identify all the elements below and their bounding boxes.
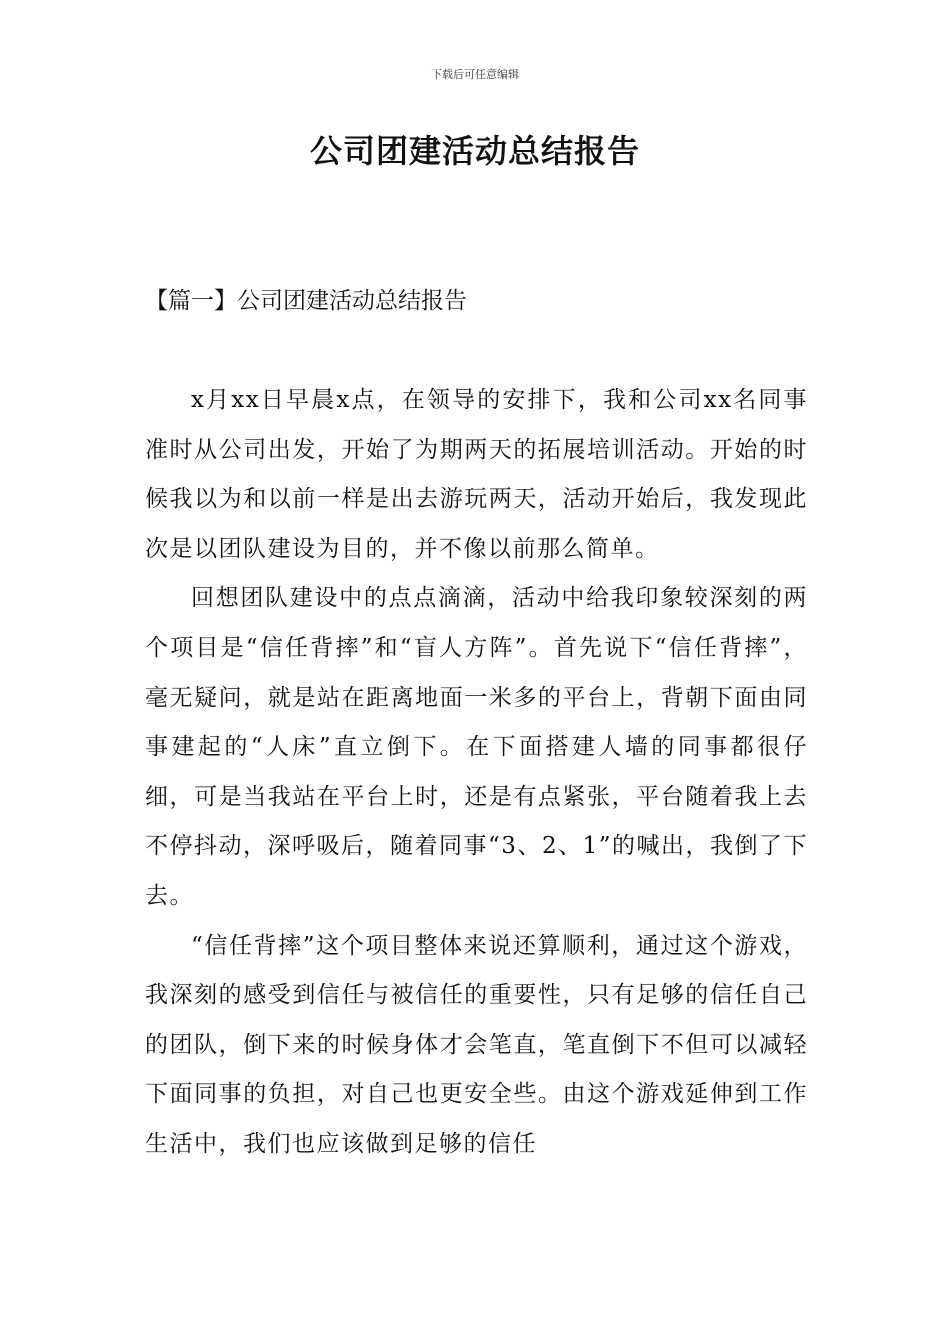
document-body	[145, 376, 808, 1170]
header-note: 下载后可任意编辑	[431, 68, 519, 81]
section-heading: 【篇一】公司团建活动总结报告	[145, 288, 467, 314]
paragraph-1: x月xx日早晨x点，在领导的安排下，我和公司xx名同事准时从公司出发，开始了为期两天的拓展培训活动。开始的时候我以为和以前一样是出去游玩两天，活动开始后，我发现此次是以团队建设为目的，并不像以前那么简单。	[145, 387, 808, 562]
document-title: 公司团建活动总结报告	[309, 132, 640, 170]
paragraph-2: 回想团队建设中的点点滴滴，活动中给我印象较深刻的两个项目是“信任背摔”和“盲人方阵”。首先说下“信任背摔”，毫无疑问，就是站在距离地面一米多的平台上，背朝下面由同事建起的“人床”直立倒下。在下面搭建人墙的同事都很仔细，可是当我站在平台上时，还是有点紧张，平台随着我上去不停抖动，深呼吸后，随着同事“3、2、1”的喊出，我倒了下去。	[145, 585, 808, 909]
paragraph-3: “信任背摔”这个项目整体来说还算顺利，通过这个游戏，我深刻的感受到信任与被信任的重要性，只有足够的信任自己的团队，倒下来的时候身体才会笔直，笔直倒下不但可以减轻下面同事的负担，对自己也更安全些。由这个游戏延伸到工作生活中，我们也应该做到足够的信任	[145, 932, 808, 1157]
